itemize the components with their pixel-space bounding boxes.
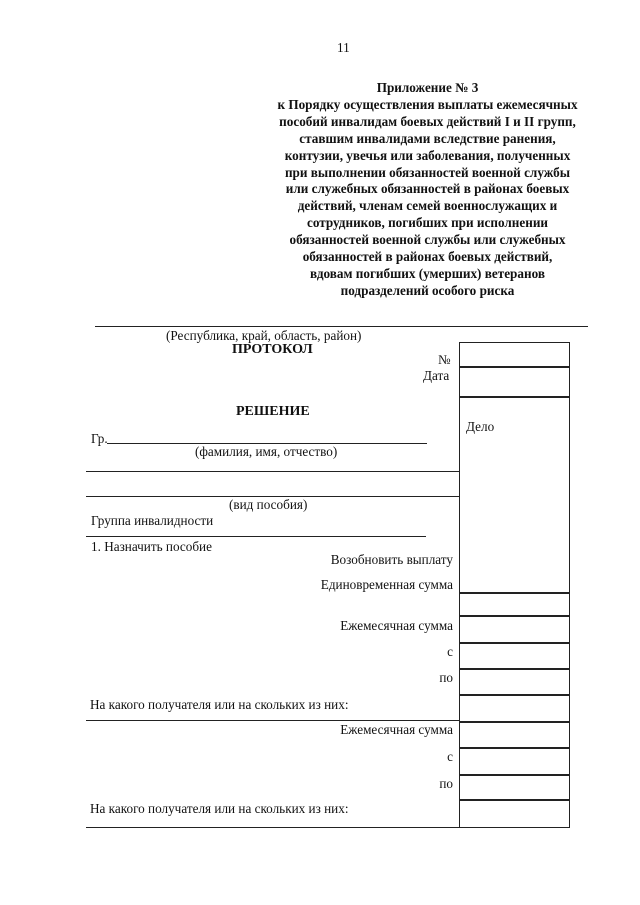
fio-caption: (фамилия, имя, отчество): [195, 444, 338, 459]
page-number: 11: [337, 40, 350, 55]
region-line[interactable]: [95, 326, 588, 327]
appendix-line: обязанностей военной службы или служебных: [289, 232, 566, 248]
disability-group-line[interactable]: [86, 536, 426, 537]
recipient-question-2: На какого получателя или на скольких из них:: [90, 801, 349, 816]
protocol-title: ПРОТОКОЛ: [232, 342, 313, 357]
from-box-2[interactable]: [459, 748, 570, 775]
to-label-2: по: [439, 776, 453, 791]
to-box-2[interactable]: [459, 775, 570, 800]
decision-title: РЕШЕНИЕ: [236, 404, 310, 419]
appendix-line: контузии, увечья или заболевания, полученных: [284, 147, 571, 163]
name-continuation-line[interactable]: [86, 471, 459, 472]
item1-label: 1. Назначить пособие: [91, 539, 212, 554]
number-box[interactable]: [459, 342, 570, 367]
number-label: №: [438, 352, 451, 367]
recipient-line-2[interactable]: [86, 827, 459, 828]
appendix-line: пособий инвалидам боевых действий I и II групп,: [279, 113, 576, 129]
monthly-sum-label-1: Ежемесячная сумма: [340, 618, 453, 633]
resume-payment-label: Возобновить выплату: [330, 552, 453, 567]
recipient-box-2[interactable]: [459, 800, 570, 828]
case-label: Дело: [466, 419, 495, 434]
disability-group-label: Группа инвалидности: [91, 513, 214, 528]
lump-sum-box[interactable]: [459, 593, 570, 616]
recipient-line-1[interactable]: [86, 720, 459, 721]
benefit-type-caption: (вид пособия): [229, 497, 308, 512]
appendix-line: вдовам погибших (умерших) ветеранов: [310, 265, 545, 281]
form-divider: [459, 397, 460, 828]
monthly-sum-box-1[interactable]: [459, 616, 570, 643]
recipient-box-1[interactable]: [459, 695, 570, 722]
appendix-line: ставшим инвалидами вследствие ранения,: [299, 130, 556, 146]
appendix-line: к Порядку осуществления выплаты ежемесячных: [277, 96, 578, 112]
monthly-sum-label-2: Ежемесячная сумма: [340, 722, 453, 737]
recipient-question-1: На какого получателя или на скольких из них:: [90, 697, 349, 712]
date-box[interactable]: [459, 367, 570, 397]
from-label-2: с: [447, 749, 453, 764]
appendix-header: [235, 80, 620, 300]
lump-sum-label: Единовременная сумма: [320, 577, 453, 592]
to-label-1: по: [439, 670, 453, 685]
appendix-line: при выполнении обязанностей военной службы: [284, 164, 571, 180]
appendix-line: сотрудников, погибших при исполнении: [306, 215, 549, 231]
to-box-1[interactable]: [459, 669, 570, 695]
from-label-1: с: [447, 644, 453, 659]
appendix-line: обязанностей в районах боевых действий,: [302, 249, 553, 265]
appendix-line: действий, членам семей военнослужащих и: [297, 198, 558, 214]
monthly-sum-box-2[interactable]: [459, 722, 570, 748]
appendix-line: или служебных обязанностей в районах боевых: [285, 181, 570, 197]
date-label: Дата: [423, 368, 450, 383]
region-caption: (Республика, край, область, район): [166, 328, 362, 343]
citizen-label: Гр.: [91, 431, 108, 446]
appendix-title: Приложение № 3: [376, 80, 479, 95]
from-box-1[interactable]: [459, 643, 570, 669]
appendix-line: подразделений особого риска: [340, 282, 515, 298]
